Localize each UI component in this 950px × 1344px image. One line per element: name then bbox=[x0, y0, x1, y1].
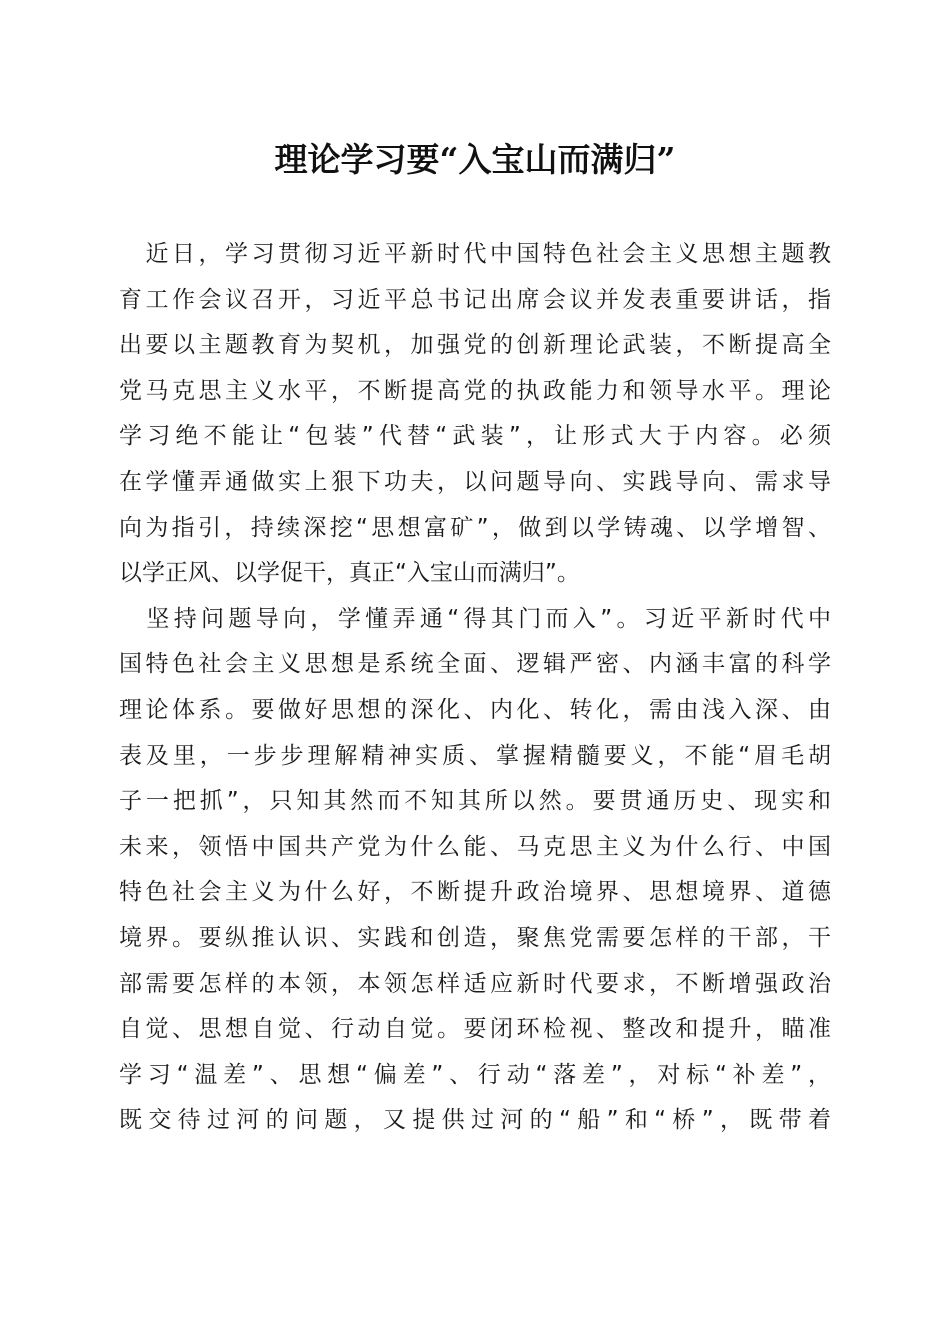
text-line: 理论体系。要做好思想的深化、内化、转化，需由浅入深、由 bbox=[119, 696, 831, 723]
text-line: 坚持问题导向，学懂弄通“得其门而入”。习近平新时代中 bbox=[119, 605, 831, 632]
text-line: 国特色社会主义思想是系统全面、逻辑严密、内涵丰富的科学 bbox=[119, 651, 831, 678]
document-body bbox=[119, 232, 831, 1144]
text-line: 近日，学习贯彻习近平新时代中国特色社会主义思想主题教 bbox=[119, 241, 831, 267]
text-line: 党马克思主义水平，不断提高党的执政能力和领导水平。理论 bbox=[119, 377, 831, 404]
text-line: 学习绝不能让“包装”代替“武装”，让形式大于内容。必须 bbox=[119, 423, 831, 450]
text-line: 部需要怎样的本领，本领怎样适应新时代要求，不断增强政治 bbox=[119, 970, 831, 997]
text-line: 既交待过河的问题，又提供过河的“船”和“桥”，既带着 bbox=[119, 1107, 831, 1134]
text-line: 自觉、思想自觉、行动自觉。要闭环检视、整改和提升，瞄准 bbox=[119, 1016, 831, 1043]
text-line: 境界。要纵推认识、实践和创造，聚焦党需要怎样的干部，干 bbox=[119, 924, 831, 951]
text-line: 育工作会议召开，习近平总书记出席会议并发表重要讲话，指 bbox=[119, 286, 831, 313]
text-line: 特色社会主义为什么好，不断提升政治境界、思想境界、道德 bbox=[119, 879, 831, 906]
text-line: 学习“温差”、思想“偏差”、行动“落差”，对标“补差”， bbox=[119, 1061, 831, 1088]
text-line: 以学正风、以学促干，真正“入宝山而满归”。 bbox=[119, 560, 580, 587]
text-line: 向为指引，持续深挖“思想富矿”，做到以学铸魂、以学增智、 bbox=[119, 514, 831, 541]
text-line: 未来，领悟中国共产党为什么能、马克思主义为什么行、中国 bbox=[119, 833, 831, 860]
document-title: 理论学习要“入宝山而满归” bbox=[274, 140, 676, 179]
text-line: 子一把抓”，只知其然而不知其所以然。要贯通历史、现实和 bbox=[119, 788, 831, 815]
text-line: 出要以主题教育为契机，加强党的创新理论武装，不断提高全 bbox=[119, 332, 831, 359]
text-line: 表及里，一步步理解精神实质、掌握精髓要义，不能“眉毛胡 bbox=[119, 742, 831, 769]
text-line: 在学懂弄通做实上狠下功夫，以问题导向、实践导向、需求导 bbox=[119, 468, 831, 495]
